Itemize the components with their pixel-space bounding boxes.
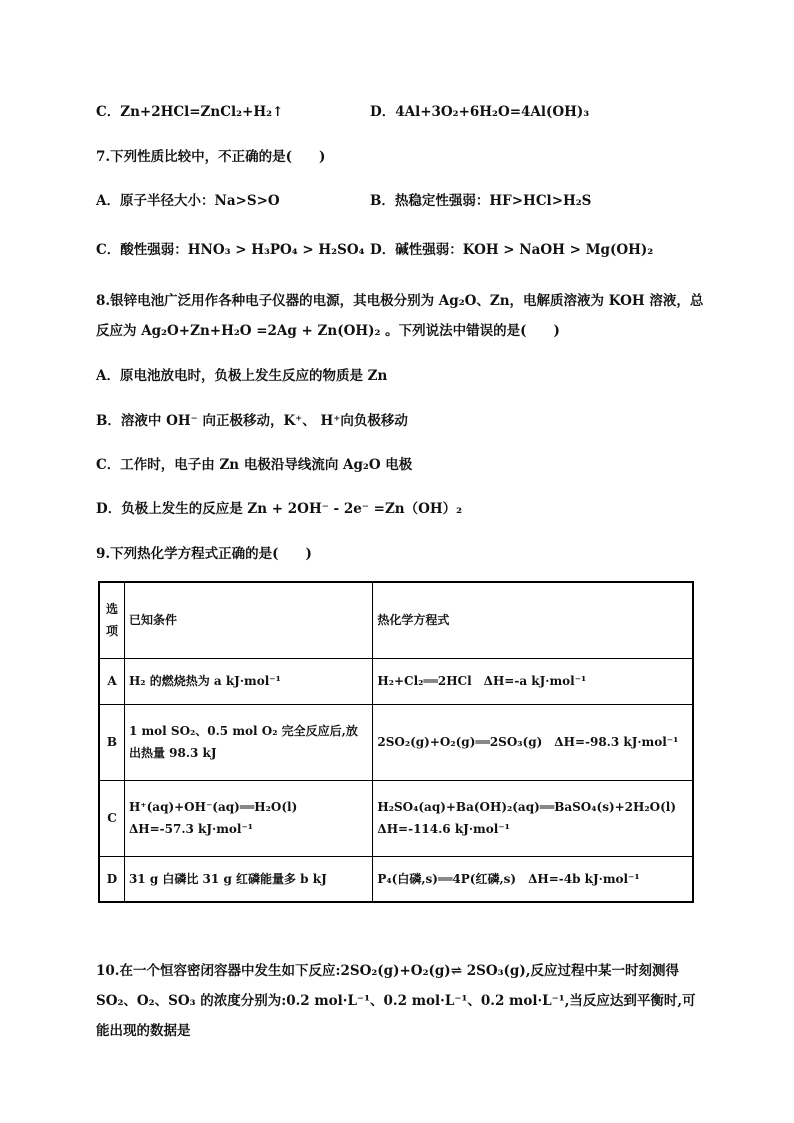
row-equation: H₂+Cl₂══2HCl ΔH=-a kJ·mol⁻¹ (373, 658, 693, 704)
row-condition: 31 g 白磷比 31 g 红磷能量多 b kJ (124, 856, 372, 902)
table-header-row (99, 582, 693, 658)
header-option (99, 582, 124, 658)
q6-option-d: D．4Al+3O₂+6H₂O=4Al(OH)₃ (370, 104, 590, 120)
q8-option-b: B．溶液中 OH⁻ 向正极移动，K⁺、 H⁺向负极移动 (96, 413, 408, 429)
q7-option-d: D．碱性强弱：KOH > NaOH > Mg(OH)₂ (370, 242, 654, 258)
q8-stem-line1: 8.银锌电池广泛用作各种电子仪器的电源，其电极分别为 Ag₂O、Zn，电解质溶液为 KOH 溶液，总 (96, 293, 704, 309)
header-condition: 已知条件 (124, 582, 372, 658)
row-condition: H₂ 的燃烧热为 a kJ·mol⁻¹ (124, 658, 372, 704)
row-option: D (99, 856, 124, 902)
q7-option-a: A．原子半径大小：Na>S>O (96, 193, 280, 209)
q10-stem: 10.在一个恒容密闭容器中发生如下反应:2SO₂(g)+O₂(g)⇌ 2SO₃(g),反应过程中某一时刻测得 SO₂、O₂、SO₃ 的浓度分别为:0.2 mol·L⁻¹、0.2 mol·L⁻¹、0.2 mol·L⁻¹,当反应达到平衡时,可能出现的数据是 (96, 963, 696, 1039)
row-equation: H₂SO₄(aq)+Ba(OH)₂(aq)══BaSO₄(s)+2H₂O(l) ΔH=-114.6 kJ·mol⁻¹ (373, 780, 693, 856)
q9-stem: 9.下列热化学方程式正确的是( ) (96, 546, 312, 562)
q7-option-b: B．热稳定性强弱：HF>HCl>H₂S (370, 193, 592, 209)
table-row (99, 658, 693, 704)
row-condition: H⁺(aq)+OH⁻(aq)══H₂O(l) ΔH=-57.3 kJ·mol⁻¹ (124, 780, 372, 856)
table-row (99, 704, 693, 780)
row-equation: 2SO₂(g)+O₂(g)══2SO₃(g) ΔH=-98.3 kJ·mol⁻¹ (373, 704, 693, 780)
q8-option-d: D．负极上发生的反应是 Zn + 2OH⁻ - 2e⁻ =Zn（OH）₂ (96, 501, 463, 517)
q7-option-c: C．酸性强弱：HNO₃ > H₃PO₄ > H₂SO₄ (96, 242, 365, 258)
q7-stem: 7.下列性质比较中，不正确的是( ) (96, 149, 326, 165)
q8-stem-line2: 反应为 Ag₂O+Zn+H₂O =2Ag + Zn(OH)₂ 。下列说法中错误的是( ) (96, 323, 560, 339)
row-equation: P₄(白磷,s)══4P(红磷,s) ΔH=-4b kJ·mol⁻¹ (373, 856, 693, 902)
row-option: B (99, 704, 124, 780)
header-option-label: 选项 (105, 602, 118, 639)
q6-option-c: C．Zn+2HCl=ZnCl₂+H₂↑ (96, 104, 284, 120)
row-option: C (99, 780, 124, 856)
q9-table (98, 581, 694, 903)
table-row (99, 780, 693, 856)
row-option: A (99, 658, 124, 704)
header-equation: 热化学方程式 (373, 582, 693, 658)
row-condition: 1 mol SO₂、0.5 mol O₂ 完全反应后,放出热量 98.3 kJ (124, 704, 372, 780)
q8-option-c: C．工作时，电子由 Zn 电极沿导线流向 Ag₂O 电极 (96, 457, 413, 473)
q8-option-a: A．原电池放电时，负极上发生反应的物质是 Zn (96, 368, 388, 384)
table-row (99, 856, 693, 902)
